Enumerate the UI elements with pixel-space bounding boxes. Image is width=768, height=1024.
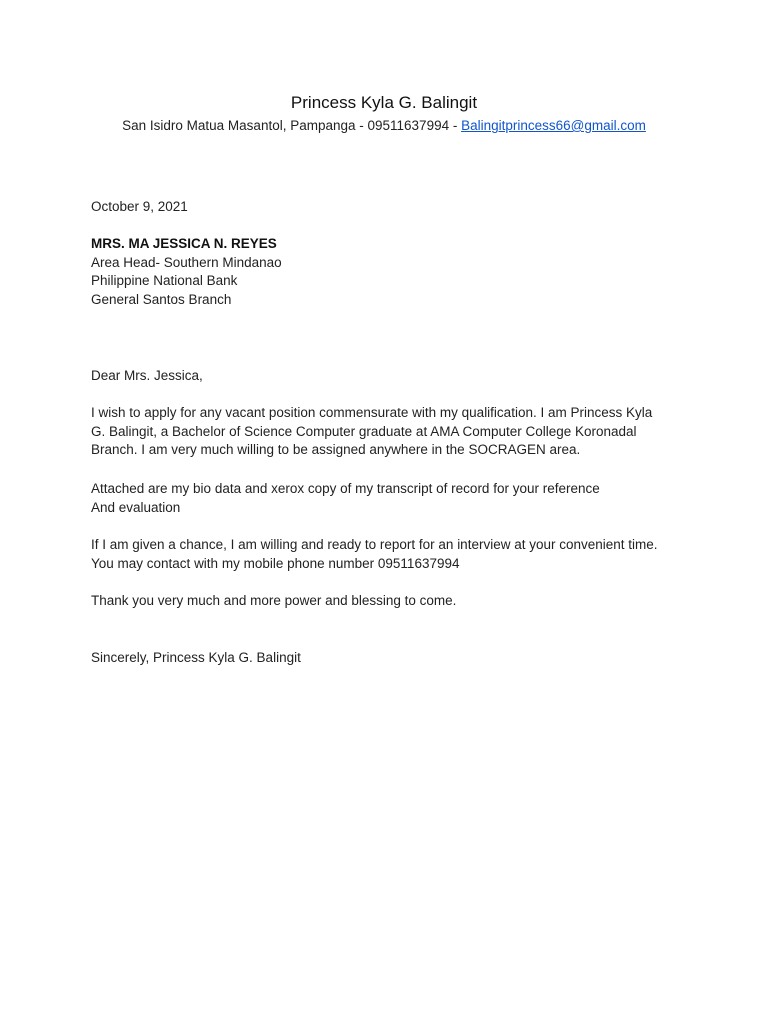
paragraph-line: Thank you very much and more power and blessing to come. bbox=[91, 593, 457, 608]
paragraph-application bbox=[91, 404, 691, 460]
paragraph-line: G. Balingit, a Bachelor of Science Computer graduate at AMA Computer College Koronadal bbox=[91, 423, 637, 439]
paragraph-thanks bbox=[91, 592, 691, 611]
recipient-branch: General Santos Branch bbox=[91, 291, 232, 307]
paragraph-line: And evaluation bbox=[91, 499, 181, 515]
recipient-company: Philippine National Bank bbox=[91, 273, 238, 288]
letter-date: October 9, 2021 bbox=[91, 199, 188, 214]
recipient-title: Area Head- Southern Mindanao bbox=[91, 254, 282, 270]
sender-contact-line bbox=[0, 118, 768, 133]
paragraph-line: If I am given a chance, I am willing and ready to report for an interview at your convenient time. bbox=[91, 537, 658, 552]
recipient-name: MRS. MA JESSICA N. REYES bbox=[91, 236, 277, 251]
paragraph-line: You may contact with my mobile phone number 09511637994 bbox=[91, 555, 460, 571]
paragraph-line: I wish to apply for any vacant position commensurate with my qualification. I am Princess Kyla bbox=[91, 405, 653, 420]
salutation: Dear Mrs. Jessica, bbox=[91, 368, 203, 383]
sender-name: Princess Kyla G. Balingit bbox=[290, 93, 478, 112]
sender-email-link[interactable]: Balingitprincess66@gmail.com bbox=[461, 118, 646, 133]
closing-signature: Sincerely, Princess Kyla G. Balingit bbox=[91, 650, 301, 665]
recipient-block bbox=[91, 235, 691, 309]
paragraph-interview bbox=[91, 536, 691, 573]
sender-address-phone: San Isidro Matua Masantol, Pampanga - 09511637994 - bbox=[122, 118, 462, 133]
paragraph-line: Branch. I am very much willing to be assigned anywhere in the SOCRAGEN area. bbox=[91, 442, 581, 457]
paragraph-attachments bbox=[91, 480, 691, 517]
paragraph-line: Attached are my bio data and xerox copy of my transcript of record for your reference bbox=[91, 481, 600, 496]
